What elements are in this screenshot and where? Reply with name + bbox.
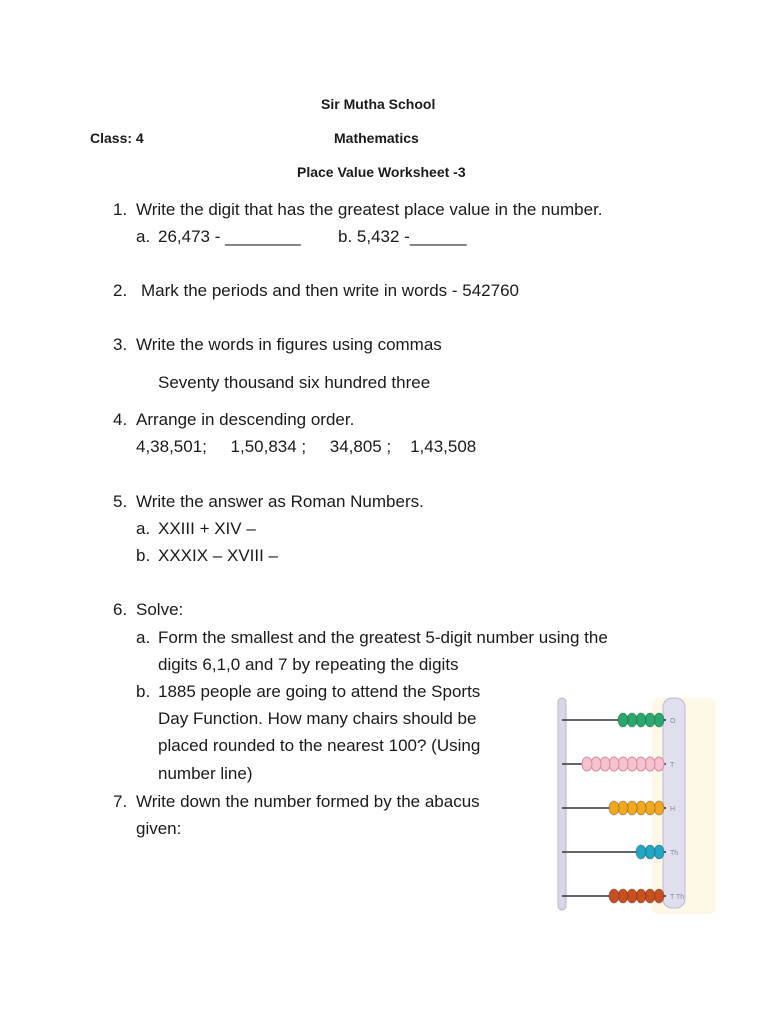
question-7-line-1: Write down the number formed by the abacus bbox=[136, 792, 480, 811]
abacus-rod-label: T bbox=[670, 762, 675, 769]
school-name: Sir Mutha School bbox=[321, 96, 436, 112]
question-4-numbers: 4,38,501; 1,50,834 ; 34,805 ; 1,43,508 bbox=[136, 437, 477, 456]
question-1a-text: 26,473 - ________ bbox=[158, 227, 301, 246]
subject-label: Mathematics bbox=[334, 130, 419, 146]
class-label: Class: 4 bbox=[90, 130, 144, 146]
question-4-number: 4. bbox=[113, 410, 128, 429]
abacus-illustration bbox=[552, 694, 722, 919]
question-6b-label: b. bbox=[136, 682, 151, 701]
abacus-rod-label: O bbox=[670, 718, 676, 725]
abacus-bead bbox=[618, 713, 628, 727]
question-5b-text: XXXIX – XVIII – bbox=[158, 546, 279, 565]
question-3-number: 3. bbox=[113, 335, 128, 354]
question-6a-label: a. bbox=[136, 628, 151, 647]
question-2-text: Mark the periods and then write in words - 542760 bbox=[141, 281, 519, 300]
question-1-number: 1. bbox=[113, 200, 128, 219]
abacus-bead bbox=[609, 801, 619, 815]
abacus-rod-label: Th bbox=[670, 850, 679, 857]
abacus-left-frame bbox=[558, 698, 566, 910]
question-1a-label: a. bbox=[136, 227, 151, 246]
abacus-bead bbox=[609, 889, 619, 903]
abacus-rod-label: H bbox=[670, 806, 676, 813]
abacus-bead bbox=[582, 757, 592, 771]
abacus-right-frame bbox=[663, 698, 685, 908]
question-6a-line-2: digits 6,1,0 and 7 by repeating the digits bbox=[158, 655, 459, 674]
question-6b-line-4: number line) bbox=[158, 764, 253, 783]
question-7-number: 7. bbox=[113, 792, 128, 811]
question-7-line-2: given: bbox=[136, 819, 182, 838]
question-5-text: Write the answer as Roman Numbers. bbox=[136, 492, 424, 511]
worksheet-title: Place Value Worksheet -3 bbox=[297, 164, 466, 180]
question-6b-line-3: placed rounded to the nearest 100? (Using bbox=[158, 736, 481, 755]
question-6b-line-1: 1885 people are going to attend the Sports bbox=[158, 682, 481, 701]
question-5a-label: a. bbox=[136, 519, 151, 538]
question-6b-line-2: Day Function. How many chairs should be bbox=[158, 709, 477, 728]
question-5a-text: XXIII + XIV – bbox=[158, 519, 256, 538]
question-4-text: Arrange in descending order. bbox=[136, 410, 355, 429]
question-6a-line-1: Form the smallest and the greatest 5-digit number using the bbox=[158, 628, 608, 647]
question-1b-text: b. 5,432 -______ bbox=[338, 227, 467, 246]
question-6-text: Solve: bbox=[136, 600, 184, 619]
abacus-rod-label: T Th bbox=[670, 894, 685, 901]
question-3-text: Write the words in figures using commas bbox=[136, 335, 442, 354]
abacus-bead bbox=[636, 845, 646, 859]
question-6-number: 6. bbox=[113, 600, 128, 619]
question-1-text: Write the digit that has the greatest place value in the number. bbox=[136, 200, 603, 219]
question-5b-label: b. bbox=[136, 546, 151, 565]
question-3-words: Seventy thousand six hundred three bbox=[158, 373, 431, 392]
question-5-number: 5. bbox=[113, 492, 128, 511]
question-2-number: 2. bbox=[113, 281, 128, 300]
